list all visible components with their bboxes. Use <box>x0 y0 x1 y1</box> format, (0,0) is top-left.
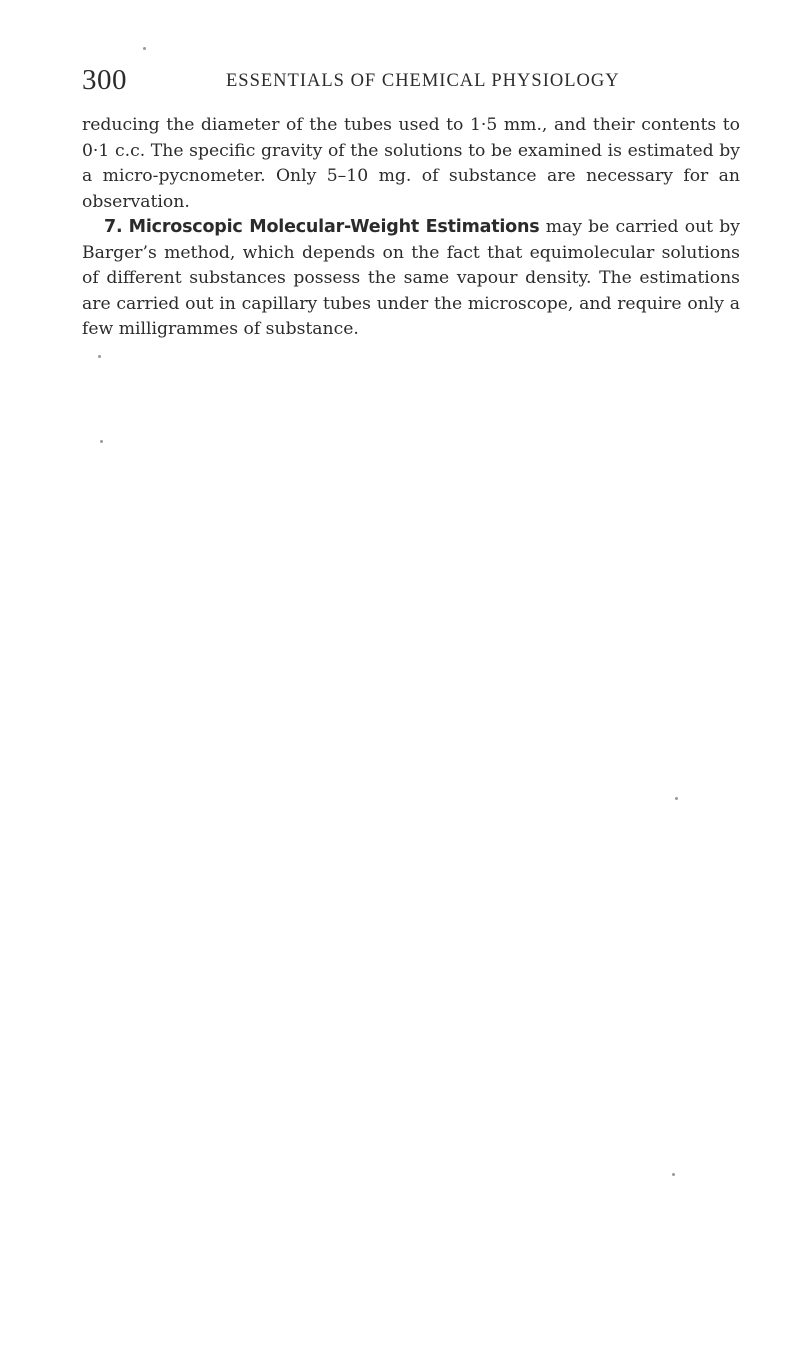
page-header <box>82 63 722 97</box>
section-text: may be carried out by Barger’s method, which depends on the fact that equimolecular solutions of different substances possess the same vapour density. The estimations are carried out in capillary tubes under the microscope, and require only a few milligrammes of substance. <box>82 217 740 339</box>
paragraph-section-7 <box>82 215 740 343</box>
page-number: 300 <box>82 64 127 96</box>
running-title: ESSENTIALS OF CHEMICAL PHYSIOLOGY <box>226 71 620 91</box>
section-heading: Microscopic Molecular-Weight Estimations <box>128 217 540 237</box>
paper-speck <box>672 1173 675 1176</box>
paper-speck <box>675 797 678 800</box>
section-number: 7. <box>104 217 123 237</box>
page-body <box>82 113 740 343</box>
paper-speck <box>143 47 146 50</box>
paragraph-continuation: reducing the diameter of the tubes used to 1·5 mm., and their contents to 0·1 c.c. The specific gravity of the solutions to be examined is estimated by a micro-pycnometer. Only 5–10 mg. of substance are necessary for an observation. <box>82 115 740 212</box>
paper-speck <box>100 440 103 443</box>
paper-speck <box>98 355 101 358</box>
